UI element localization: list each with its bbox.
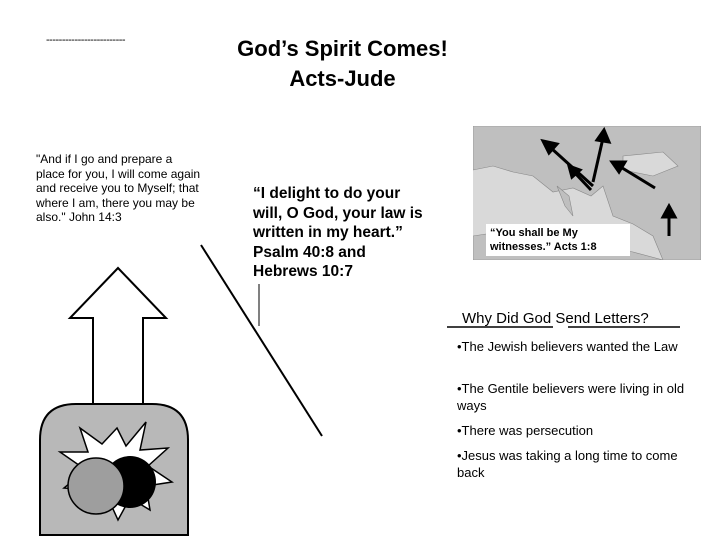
grey-circle	[68, 458, 124, 514]
title-line-2: Acts-Jude	[289, 66, 396, 91]
bullet-jesus-delay: •Jesus was taking a long time to come back	[457, 448, 678, 480]
title-line-1: God’s Spirit Comes!	[237, 36, 448, 61]
bullet-gentile-ways: •The Gentile believers were living in old ways	[457, 381, 685, 413]
map-caption: “You shall be My witnesses.” Acts 1:8	[486, 224, 630, 256]
up-arrow	[70, 268, 166, 408]
john-quote: "And if I go and prepare a place for you, I will come again and receive you to Myself; that where I am, there you may be also." John 14:3	[36, 152, 201, 224]
diagonal-line	[201, 245, 322, 436]
bullet-jewish-law: •The Jewish believers wanted the Law	[457, 339, 678, 354]
bullet-persecution: •There was persecution	[457, 423, 594, 438]
letters-heading: Why Did God Send Letters?	[462, 310, 649, 327]
psalm-quote: “I delight to do your will, O God, your law is written in my heart.” Psalm 40:8 and Hebrews 10:7	[253, 185, 423, 280]
dash-line: -------------------------	[46, 34, 126, 46]
